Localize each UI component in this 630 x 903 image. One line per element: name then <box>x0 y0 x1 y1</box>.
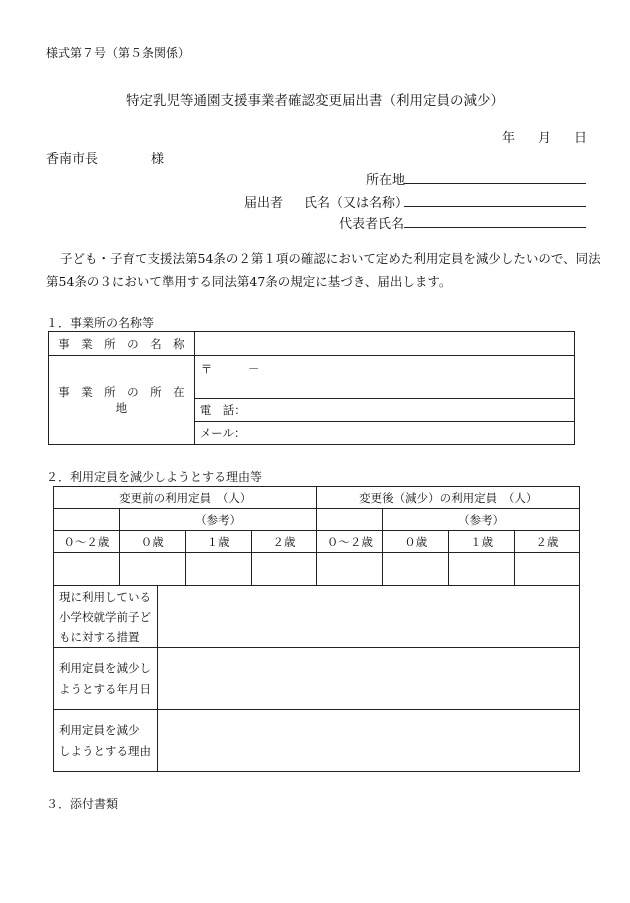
col-before-0: ０歳 <box>119 531 185 553</box>
measures-label-line1: 現に利用している <box>59 589 151 604</box>
page-title: 特定乳児等通園支援事業者確認変更届出書（利用定員の減少） <box>126 93 504 109</box>
measures-label <box>54 586 158 648</box>
facility-name-field[interactable] <box>194 332 574 356</box>
applicant-rep-line[interactable] <box>404 227 586 228</box>
value-before-0-2[interactable] <box>54 553 120 586</box>
postal-dash: － <box>247 362 260 376</box>
section3-heading: ３．添付書類 <box>46 797 119 811</box>
email-label: メール： <box>199 426 246 440</box>
date-day-label: 日 <box>574 131 588 146</box>
postal-code-field[interactable] <box>194 356 574 399</box>
value-after-0-2[interactable] <box>317 553 383 586</box>
phone-field[interactable] <box>194 399 574 422</box>
after-capacity-header: 変更後（減少）の利用定員 （人） <box>317 487 580 509</box>
body-text-line1: 子ども・子育て支援法第54条の２第１項の確認において定めた利用定員を減少したいので、同法 <box>60 251 601 266</box>
section1-heading: １．事業所の名称等 <box>46 316 155 330</box>
date-year-label: 年 <box>502 131 516 146</box>
before-reference-label: （参考） <box>119 509 317 531</box>
reduction-reason-label-line2: しようとする理由 <box>59 743 151 758</box>
capacity-table <box>53 486 580 772</box>
reduction-reason-label <box>54 710 158 772</box>
postal-mark: 〒 <box>200 362 213 376</box>
before-capacity-header: 変更前の利用定員 （人） <box>54 487 317 509</box>
applicant-address-line[interactable] <box>404 183 586 184</box>
applicant-name-line[interactable] <box>404 206 586 207</box>
phone-label: 電 話： <box>199 403 246 417</box>
col-before-1: １歳 <box>185 531 251 553</box>
facility-location-label: 事 業 所 の 所 在 地 <box>49 356 195 445</box>
body-text-line2: 第54条の３において準用する同法第47条の規定に基づき、届出します。 <box>46 274 452 289</box>
value-after-2[interactable] <box>515 553 580 586</box>
measures-label-line2: 小学校就学前子ど <box>59 609 151 624</box>
reduction-date-field[interactable] <box>157 648 579 710</box>
value-before-2[interactable] <box>251 553 317 586</box>
section2-heading: ２．利用定員を減少しようとする理由等 <box>46 470 263 484</box>
value-after-1[interactable] <box>449 553 515 586</box>
addressee-honorific: 様 <box>151 152 165 167</box>
applicant-label: 届出者 <box>244 196 284 211</box>
applicant-rep-label: 代表者氏名 <box>339 217 405 232</box>
col-after-1: １歳 <box>449 531 515 553</box>
reduction-date-label-line1: 利用定員を減少し <box>59 660 151 675</box>
before-blank-cell <box>54 509 120 531</box>
email-field[interactable] <box>194 422 574 445</box>
facility-name-label: 事 業 所 の 名 称 <box>49 332 195 356</box>
reduction-date-label <box>54 648 158 710</box>
value-before-1[interactable] <box>185 553 251 586</box>
after-blank-cell <box>317 509 383 531</box>
reduction-date-label-line2: ようとする年月日 <box>59 681 151 696</box>
date-month-label: 月 <box>538 131 552 146</box>
col-after-0: ０歳 <box>383 531 449 553</box>
applicant-address-label: 所在地 <box>366 173 406 188</box>
col-before-0-2: ０～２歳 <box>54 531 120 553</box>
value-before-0[interactable] <box>119 553 185 586</box>
facility-info-table <box>48 331 575 445</box>
col-after-2: ２歳 <box>515 531 580 553</box>
measures-label-line3: もに対する措置 <box>59 629 140 644</box>
after-reference-label: （参考） <box>383 509 580 531</box>
applicant-name-label: 氏名（又は名称） <box>304 196 409 211</box>
col-before-2: ２歳 <box>251 531 317 553</box>
form-number: 様式第７号（第５条関係） <box>46 46 191 60</box>
measures-field[interactable] <box>157 586 579 648</box>
col-after-0-2: ０～２歳 <box>317 531 383 553</box>
reduction-reason-field[interactable] <box>157 710 579 772</box>
reduction-reason-label-line1: 利用定員を減少 <box>59 722 140 737</box>
addressee-name: 香南市長 <box>46 152 99 167</box>
value-after-0[interactable] <box>383 553 449 586</box>
